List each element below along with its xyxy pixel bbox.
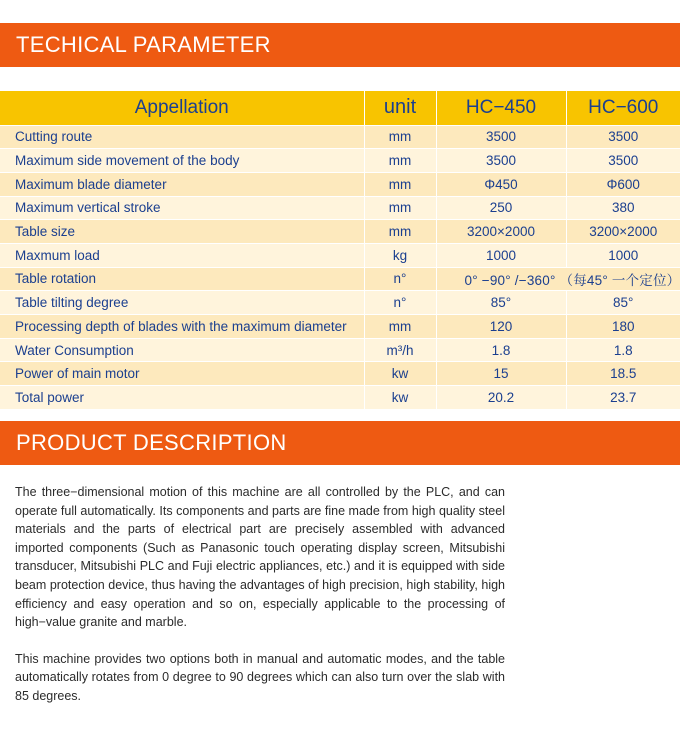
description-paragraph-2: This machine provides two options both in manual and automatic modes, and the table automatically rotates from 0 degree to 90 degrees which can also turn over the slab with 85 degrees. (15, 651, 505, 703)
parameter-table-header (0, 91, 680, 125)
row-hc450: 1000 (436, 243, 566, 267)
row-hc600: 3500 (566, 149, 680, 173)
row-hc450: 85° (436, 291, 566, 315)
row-name: Cutting route (0, 125, 364, 149)
header-hc600: HC−600 (566, 91, 680, 125)
parameter-table (0, 91, 680, 409)
row-unit: n° (364, 267, 436, 291)
row-hc600: 3200×2000 (566, 220, 680, 244)
row-name: Maximum blade diameter (0, 172, 364, 196)
table-row (0, 220, 680, 244)
row-hc600: 3500 (566, 125, 680, 149)
row-unit: n° (364, 291, 436, 315)
row-unit: mm (364, 149, 436, 173)
row-hc600: Φ600 (566, 172, 680, 196)
row-table-rotation-value: 0° −90° /−360° （每45° 一个定位） (436, 267, 680, 291)
row-hc450: 120 (436, 315, 566, 339)
row-hc450: 3500 (436, 149, 566, 173)
header-hc450: HC−450 (436, 91, 566, 125)
row-hc600: 180 (566, 315, 680, 339)
header-unit: unit (364, 91, 436, 125)
table-row (0, 362, 680, 386)
row-unit: m³/h (364, 338, 436, 362)
table-row (0, 386, 680, 410)
row-unit: mm (364, 196, 436, 220)
row-name: Total power (0, 386, 364, 410)
row-name: Processing depth of blades with the maximum diameter (0, 315, 364, 339)
row-name: Maximum side movement of the body (0, 149, 364, 173)
row-unit: kw (364, 386, 436, 410)
row-hc450: 15 (436, 362, 566, 386)
product-description-banner (0, 421, 680, 465)
section-title-technical-parameter: TECHICAL PARAMETER (16, 32, 271, 57)
row-hc600: 18.5 (566, 362, 680, 386)
table-row (0, 125, 680, 149)
row-hc450: Φ450 (436, 172, 566, 196)
row-hc600: 380 (566, 196, 680, 220)
product-description-text (15, 483, 505, 706)
row-hc450: 1.8 (436, 338, 566, 362)
row-unit: mm (364, 172, 436, 196)
row-name: Maxmum load (0, 243, 364, 267)
table-row (0, 172, 680, 196)
row-hc600: 23.7 (566, 386, 680, 410)
table-row (0, 196, 680, 220)
row-name: Power of main motor (0, 362, 364, 386)
table-row (0, 315, 680, 339)
row-unit: mm (364, 315, 436, 339)
table-row (0, 291, 680, 315)
section-title-product-description: PRODUCT DESCRIPTION (16, 430, 287, 455)
table-row (0, 149, 680, 173)
technical-parameter-banner (0, 23, 680, 67)
row-hc450: 3200×2000 (436, 220, 566, 244)
row-unit: mm (364, 125, 436, 149)
row-unit: mm (364, 220, 436, 244)
table-row (0, 338, 680, 362)
row-name: Water Consumption (0, 338, 364, 362)
row-unit: kw (364, 362, 436, 386)
row-hc450: 3500 (436, 125, 566, 149)
row-name: Table rotation (0, 267, 364, 291)
description-paragraph-1: The three−dimensional motion of this machine are all controlled by the PLC, and can operate full automatically. Its components and parts are fine made from high quality steel materials and the parts of electrical part are precisely assembled with advanced imported components (Such as Panasonic touch operating display screen, Mitsubishi transducer, Mitsubishi PLC and Fuji electric appliances, etc.) and it is equipped with side beam protection device, thus having the advantages of high precision, high stability, high efficiency and easy operation and so on, especially applicable to the processing of high−value granite and marble. (15, 485, 505, 630)
row-unit: kg (364, 243, 436, 267)
row-name: Table tilting degree (0, 291, 364, 315)
header-appellation: Appellation (0, 91, 364, 125)
row-hc600: 85° (566, 291, 680, 315)
row-hc600: 1000 (566, 243, 680, 267)
row-hc450: 20.2 (436, 386, 566, 410)
row-name: Maximum vertical stroke (0, 196, 364, 220)
row-name: Table size (0, 220, 364, 244)
table-row (0, 267, 680, 291)
table-row (0, 243, 680, 267)
row-hc600: 1.8 (566, 338, 680, 362)
row-hc450: 250 (436, 196, 566, 220)
